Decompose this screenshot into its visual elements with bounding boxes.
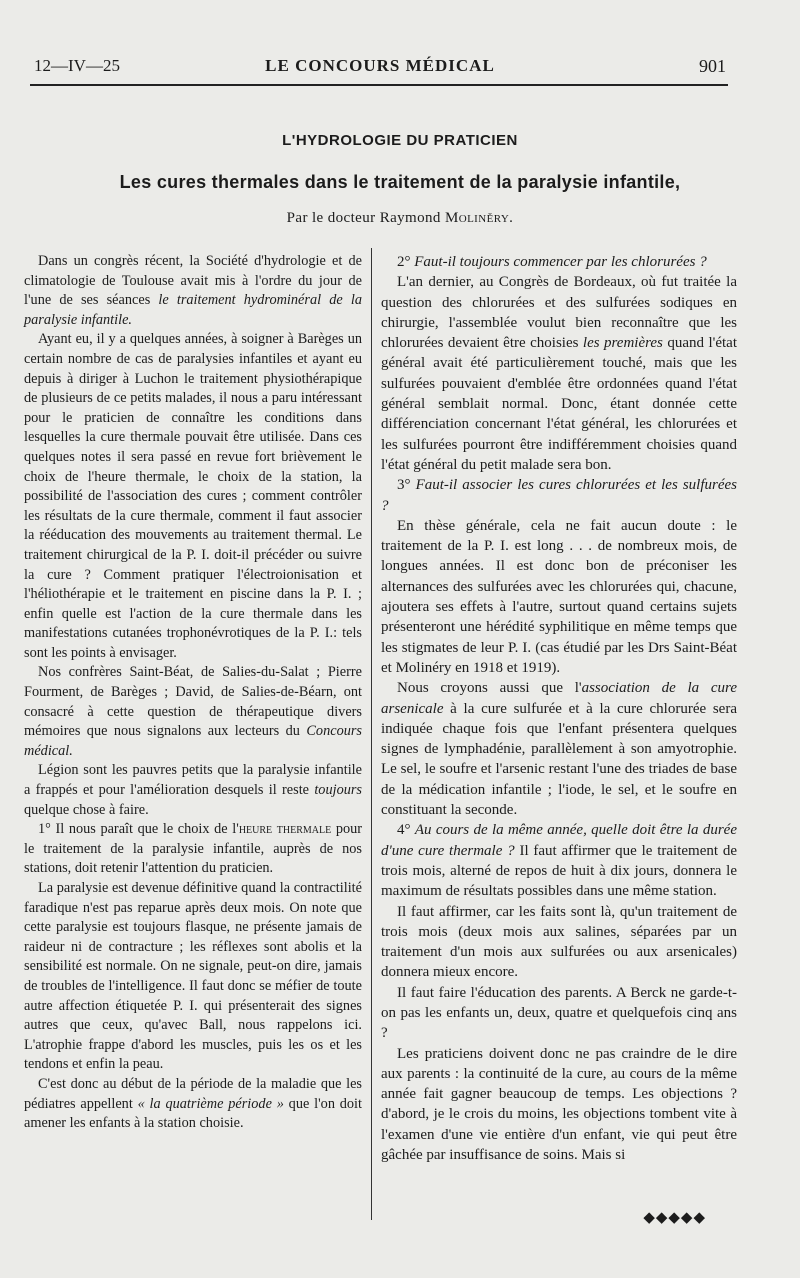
paragraph: Nos confrères Saint-Béat, de Salies-du-Salat ; Pierre Fourment, de Barèges ; David, de Salies-de-Béarn, ont consacré à cette question de thérapeutique divers mémoires que nous signalons aux lecteurs du Concours médical. [24, 664, 362, 759]
journal-title: LE CONCOURS MÉDICAL [265, 56, 495, 75]
paragraph: 1° Il nous paraît que le choix de l'heure thermale pour le traitement de la paralysie infantile, auprès de nos stations, doit retenir l'attention du praticien. [24, 821, 363, 877]
byline [0, 210, 800, 227]
end-ornament: ◆◆◆◆◆ [643, 1208, 706, 1226]
article-title: Les cures thermales dans le traitement de la paralysie infantile, [119, 172, 681, 192]
header-rule [30, 84, 728, 86]
question-heading: 4° Au cours de la même année, quelle doit être la durée d'une cure thermale ? Il faut affirmer que le traitement de trois mois, alterné de repos de huit à dix jours, donnera le maximum de résultats possibles dans une même station. [381, 822, 738, 900]
running-header [30, 56, 730, 84]
paragraph: Légion sont les pauvres petits que la paralysie infantile a frappés et pour l'amélioration desquels il reste toujours quelque chose à faire. [24, 762, 362, 818]
paragraph: En thèse générale, cela ne fait aucun doute : le traitement de la P. I. est long . . . de nombreux mois, de longues années. Il est donc bon de préconiser les alternances des sulfurées avec les chlorurées qui, chacune, ajoutera ses effets à l'autre, surtout quand certains sujets présenteront une hérédité syphilitique en même temps que les stigmates de leur P. I. (cas étudié par les Drs Saint-Béat et Molinéry en 1918 et 1919). [381, 517, 737, 676]
page-number: 901 [699, 56, 726, 76]
paragraph: Dans un congrès récent, la Société d'hydrologie et de climatologie de Toulouse avait mis à l'ordre du jour de l'une de ses séances le traitement hydrominéral de la paralysie infantile. [24, 253, 362, 328]
right-column [381, 252, 737, 1165]
issue-date: 12—IV—25 [34, 56, 120, 75]
paragraph: Les praticiens doivent donc ne pas craindre de le dire aux parents : la continuité de la cure, au cours de la même année fait gagner beaucoup de temps. Les objections ? d'abord, je le crois du moins, les objections tombent vite à l'examen d'une vie entière d'un enfant, vie qui peut être gâchée par insuffisance de soins. Mais si [381, 1045, 737, 1164]
paragraph: L'an dernier, au Congrès de Bordeaux, où fut traitée la question des chlorurées et des sulfurées sodiques en chirurgie, l'assemblée voulut bien reconnaître que les chlorurées devaient être choisies les premières quand l'état général avait été particulièrement touché, mais que les sulfurées pouvaient d'emblée être ordonnées quand l'état général semblait normal. Donc, étant donnée cette différenciation concernant l'état général, les chlorurées et les sulfurées pourront être indifféremment choisies quand l'état général du petit malade sera bon. [381, 274, 737, 473]
paragraph: La paralysie est devenue définitive quand la contractilité faradique n'est pas reparue après deux mois. On note que cette paralysie est toujours flasque, ne présente jamais de raideur ni de contracture ; les réflexes sont abolis et la sensibilité est normale. On ne signale, peut-on dire, jamais de troubles de l'intelligence. Il faut donc se méfier de toute autre affection étiquetée P. I. qui présenterait des signes autres que ceux, qu'avec Ball, nous rappelons ici. L'atrophie frappe d'abord les muscles, puis les os et les tendons et enfin la peau. [24, 880, 362, 1073]
byline-author: Moliněry. [444, 210, 514, 226]
paragraph: C'est donc au début de la période de la maladie que les pédiatres appellent « la quatrième période » que l'on doit amener les enfants à la station choisie. [24, 1075, 363, 1132]
question-heading: 2° Faut-il toujours commencer par les chlorurées ? [397, 254, 707, 270]
left-column [24, 252, 362, 1134]
paragraph: Il faut faire l'éducation des parents. A Berck ne garde-t-on pas les enfants un, deux, quatre et quelquefois cinq ans ? [381, 984, 737, 1042]
byline-prefix: Par le docteur Raymond [286, 210, 441, 226]
column-divider [371, 248, 372, 1220]
paragraph: Nous croyons aussi que l'association de la cure arsenicale à la cure sulfurée et à la cure chlorurée sera indiquée chaque fois que l'enfant présentera quelques signes de lymphadénie, parallèlement à son amyotrophie. Le sel, le soufre et l'arsenic restant l'une des triades de base de la médication infantile ; l'iode, le sel, et le soufre en constituant la seconde. [381, 680, 737, 819]
section-title: L'HYDROLOGIE DU PRATICIEN [282, 132, 518, 149]
question-heading: 3° Faut-il associer les cures chlorurées et les sulfurées ? [381, 477, 737, 514]
paragraph: Il faut affirmer, car les faits sont là, qu'un traitement de trois mois (deux mois aux salines, séparées par un traitement d'un mois aux sulfurées ou aux arsenicales) donnera mieux encore. [381, 903, 737, 981]
paragraph: Ayant eu, il y a quelques années, à soigner à Barèges un certain nombre de cas de paralysies infantiles et ayant eu depuis à diriger à Luchon le traitement physiothérapique de plusieurs de ce petits malades, il nous a paru intéressant pour le praticien de connaître les conditions dans lesquelles la cure thermale pouvait être utilisée. Dans ces quelques notes il sera passé en revue fort brièvement le choix de l'heure thermale, le choix de la station, la possibilité de l'association des cures ; comment contrôler les résultats de la cure thermale, comment il faut associer la rééducation des mouvements au traitement thermal. Le traitement chirurgical de la P. I. doit-il précéder ou suivre la cure ? Comment pratiquer l'électroionisation et l'héliothérapie et le traitement en piscine dans la P. I. ; enfin quelle est l'action de la cure thermale dans les manifestations cutanées trophonévrotiques de la P. I.: tels sont les points à envisager. [24, 331, 362, 661]
